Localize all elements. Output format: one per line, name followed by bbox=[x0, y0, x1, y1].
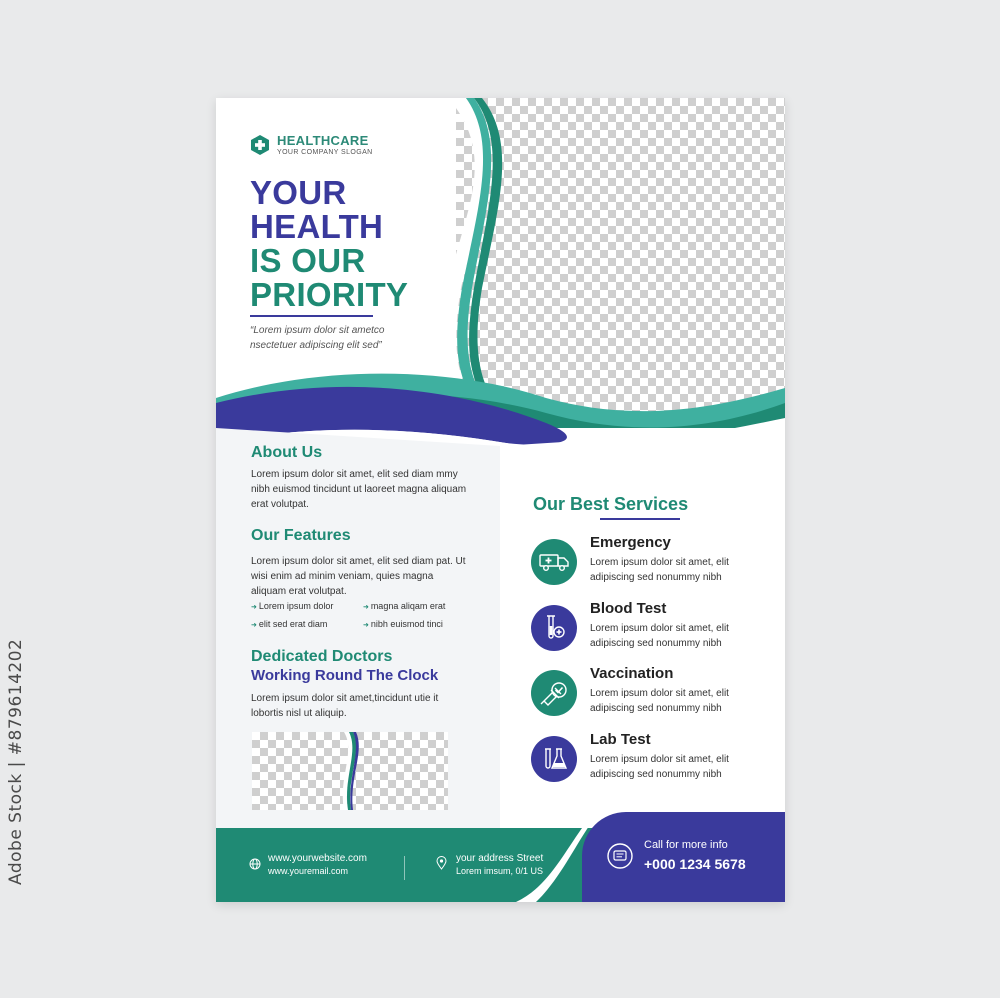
footer-divider bbox=[404, 856, 405, 880]
footer-email[interactable]: www.youremail.com bbox=[268, 866, 349, 876]
service-desc: Lorem ipsum dolor sit amet, elit adipiscing sed nonummy nibh bbox=[590, 754, 729, 780]
footer-address-block bbox=[456, 853, 543, 877]
service-desc: Lorem ipsum dolor sit amet, elit adipiscing sed nonummy nibh bbox=[590, 623, 729, 649]
feature-bullet: ➜ magna aliqam erat bbox=[363, 601, 471, 611]
headline-line-1: YOUR bbox=[250, 174, 347, 211]
stock-id-label: Adobe Stock | #879614202 bbox=[6, 638, 26, 885]
brand-slogan: YOUR COMPANY SLOGAN bbox=[277, 149, 373, 156]
service-name: Vaccination bbox=[590, 665, 674, 682]
service-name: Emergency bbox=[590, 534, 671, 551]
phone-number[interactable]: +000 1234 5678 bbox=[644, 856, 746, 872]
footer-address: your address Street bbox=[456, 853, 544, 864]
footer-address-line2: Lorem imsum, 0/1 US bbox=[456, 866, 544, 876]
chat-icon bbox=[607, 843, 633, 869]
about-text: Lorem ipsum dolor sit amet, elit sed diam mmy nibh euismod tincidunt ut laoreet magna aliquam erat volutpat. bbox=[251, 469, 467, 510]
doctors-title: Dedicated Doctors bbox=[251, 648, 393, 665]
service-name: Lab Test bbox=[590, 731, 651, 748]
features-title: Our Features bbox=[251, 527, 351, 544]
headline-line-2: HEALTH bbox=[250, 208, 384, 245]
feature-bullet: ➜ elit sed erat diam bbox=[251, 619, 363, 629]
footer-wave bbox=[216, 98, 785, 902]
footer-contact-web bbox=[268, 853, 367, 877]
feature-bullet: ➜ Lorem ipsum dolor bbox=[251, 601, 363, 611]
quote-line-2: nsectetuer adipiscing elit sed” bbox=[250, 340, 382, 351]
headline-line-3: IS OUR bbox=[250, 242, 366, 279]
quote-line-1: “Lorem ipsum dolor sit ametco bbox=[250, 325, 385, 336]
call-label: Call for more info bbox=[644, 839, 728, 851]
flyer bbox=[216, 98, 785, 902]
footer-website[interactable]: www.yourwebsite.com bbox=[268, 853, 367, 864]
services-title: Our Best Services bbox=[533, 494, 689, 514]
service-desc: Lorem ipsum dolor sit amet, elit adipiscing sed nonummy nibh bbox=[590, 688, 729, 714]
location-pin-icon bbox=[436, 856, 447, 870]
brand-name: HEALTHCARE bbox=[277, 133, 369, 148]
about-title: About Us bbox=[251, 444, 323, 461]
doctors-subtitle: Working Round The Clock bbox=[251, 667, 439, 684]
service-name: Blood Test bbox=[590, 600, 667, 617]
features-text: Lorem ipsum dolor sit amet, elit sed diam pat. Ut wisi enim ad minim veniam, quies magna aliquam erat volutpat. bbox=[251, 556, 466, 597]
service-desc: Lorem ipsum dolor sit amet, elit adipiscing sed nonummy nibh bbox=[590, 557, 729, 583]
headline-line-4: PRIORITY bbox=[250, 276, 409, 313]
doctors-text: Lorem ipsum dolor sit amet,tincidunt utie it lobortis nisl ut aliquip. bbox=[251, 693, 439, 719]
feature-bullet: ➜ nibh euismod tinci bbox=[363, 619, 471, 629]
globe-icon bbox=[249, 858, 261, 870]
